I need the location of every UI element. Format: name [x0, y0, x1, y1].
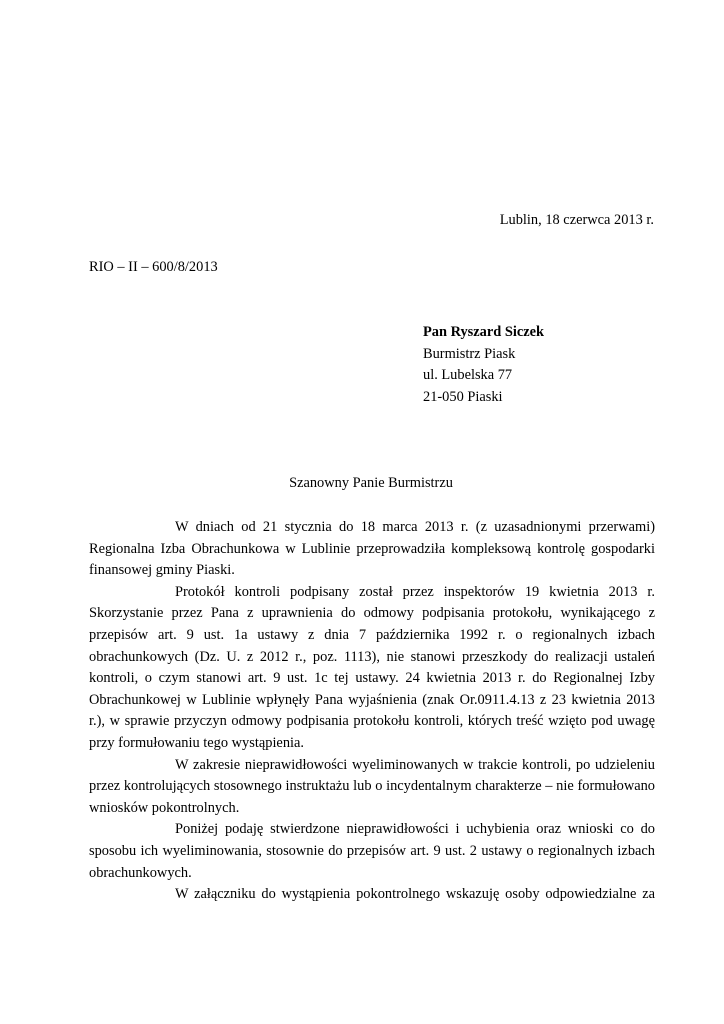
paragraph-1: W dniach od 21 stycznia do 18 marca 2013 r. (z uzasadnionymi przerwami) Regionalna Izba Obrachunkowa w Lublinie przeprowadziła kompleksową kontrolę gospodarki finansowej gminy Piaski.	[89, 519, 655, 579]
paragraph-4: Poniżej podaję stwierdzone nieprawidłowości i uchybienia oraz wnioski co do sposobu ich wyeliminowania, stosownie do przepisów art. 9 ust. 2 ustawy o regionalnych izbach obrachunkowych.	[89, 821, 655, 881]
paragraph-2: Protokół kontroli podpisany został przez inspektorów 19 kwietnia 2013 r. Skorzystanie przez Pana z uprawnienia do odmowy podpisania protokołu, wynikającego z przepisów art. 9 ust. 1a ustawy z dnia 7 października 1992 r. o regionalnych izbach obrachunkowych (Dz. U. z 2012 r., poz. 1113), nie stanowi przeszkody do realizacji ustaleń kontroli, o czym stanowi art. 9 ust. 1c tej ustawy. 24 kwietnia 2013 r. do Regionalnej Izby Obrachunkowej w Lublinie wpłynęły Pana wyjaśnienia (znak Or.0911.4.13 z 23 kwietnia 2013 r.), w sprawie przyczyn odmowy podpisania protokołu kontroli, których treść wzięto pod uwagę przy formułowaniu tego wystąpienia.	[89, 583, 655, 751]
recipient-address	[423, 322, 544, 408]
recipient-name: Pan Ryszard Siczek	[423, 324, 545, 340]
recipient-street: ul. Lubelska 77	[423, 367, 513, 383]
paragraph-5: W załączniku do wystąpienia pokontrolnego wskazuję osoby odpowiedzialne za	[175, 886, 655, 903]
letter-date: Lublin, 18 czerwca 2013 r.	[499, 212, 654, 228]
salutation: Szanowny Panie Burmistrzu	[289, 475, 453, 491]
recipient-title: Burmistrz Piask	[423, 345, 516, 362]
letter-body	[89, 517, 655, 906]
recipient-city: 21-050 Piaski	[423, 388, 503, 405]
reference-number: RIO – II – 600/8/2013	[89, 259, 218, 275]
paragraph-3: W zakresie nieprawidłowości wyeliminowanych w trakcie kontroli, po udzieleniu przez kontrolujących stosownego instruktażu lub o incydentalnym charakterze – nie formułowano wniosków pokontrolnych.	[89, 756, 655, 816]
